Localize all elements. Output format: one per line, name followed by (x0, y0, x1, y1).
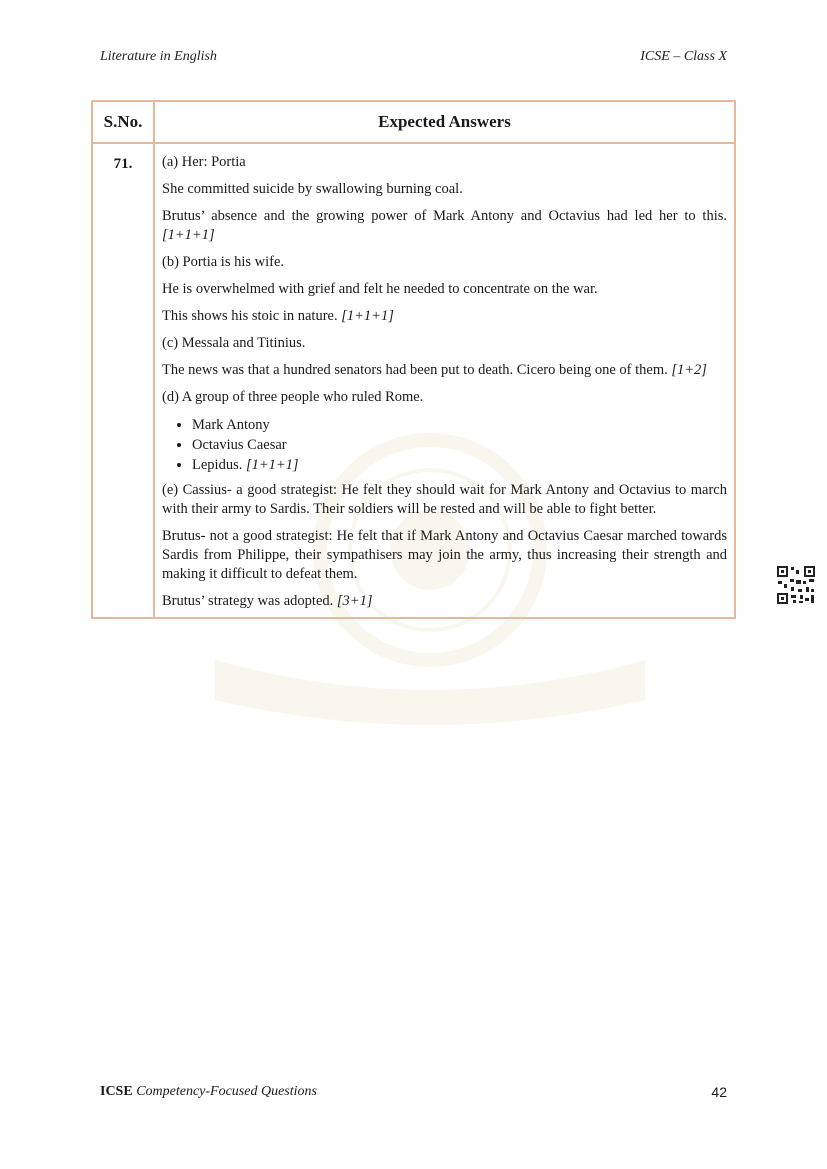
answer-e-marks: [3+1] (336, 593, 373, 609)
answer-b-line-1: (b) Portia is his wife. (162, 254, 285, 270)
answer-b-marks: [1+1+1] (341, 308, 394, 324)
running-header-class: ICSE – Class X (640, 49, 727, 64)
question-number: 71. (92, 143, 154, 618)
answer-a-text: Brutus’ absence and the growing power of Mark Antony and Octavius had led her to this. (162, 208, 727, 224)
running-header-subject: Literature in English (100, 49, 217, 64)
answer-c-marks: [1+2] (671, 362, 707, 378)
answers-table (91, 100, 736, 619)
answer-c-line-1: (c) Messala and Titinius. (162, 335, 306, 351)
answer-e-line-1: (e) Cassius- a good strategist: He felt they should wait for Mark Antony and Octavius to march with their army to Sardis. Their soldiers will be rested and will be able to fight better. (162, 482, 727, 517)
column-header-sno: S.No. (92, 101, 154, 143)
footer-brand: ICSE (100, 1084, 133, 1099)
answer-c-text: The news was that a hundred senators had been put to death. Cicero being one of them. (162, 362, 668, 378)
qr-code-icon[interactable] (776, 565, 816, 605)
answer-a-line-3 (162, 207, 727, 245)
footer-title (100, 1084, 317, 1100)
table-row (92, 143, 735, 618)
answer-c-line-2 (162, 361, 727, 380)
answer-b-text: This shows his stoic in nature. (162, 308, 338, 324)
answer-d-line-1: (d) A group of three people who ruled Rome. (162, 389, 424, 405)
answer-a-marks: [1+1+1] (162, 227, 215, 243)
list-item-text: Lepidus. (192, 457, 243, 473)
answer-b-line-3 (162, 307, 727, 326)
page-number: 42 (711, 1084, 727, 1100)
answer-d-marks: [1+1+1] (245, 457, 299, 473)
list-item (192, 455, 727, 475)
footer-subtitle: Competency-Focused Questions (136, 1084, 317, 1099)
list-item: • Octavius Caesar (192, 435, 727, 455)
answer-cell (154, 143, 735, 618)
answer-e-line-2: Brutus- not a good strategist: He felt that if Mark Antony and Octavius Caesar marched towards Sardis from Philippe, their sympathisers may join the army, thus increasing their strength and making it difficult to defeat them. (162, 528, 727, 582)
answer-a-line-2: She committed suicide by swallowing burning coal. (162, 181, 463, 197)
list-item: • Mark Antony (192, 415, 727, 435)
triumvirate-list (162, 415, 727, 475)
answer-b-line-2: He is overwhelmed with grief and felt he needed to concentrate on the war. (162, 281, 598, 297)
answer-e-text: Brutus’ strategy was adopted. (162, 593, 334, 609)
answer-a-line-1: (a) Her: Portia (162, 154, 246, 170)
answer-e-line-3 (162, 592, 727, 611)
table-header-row (92, 101, 735, 143)
column-header-answers: Expected Answers (154, 101, 735, 143)
